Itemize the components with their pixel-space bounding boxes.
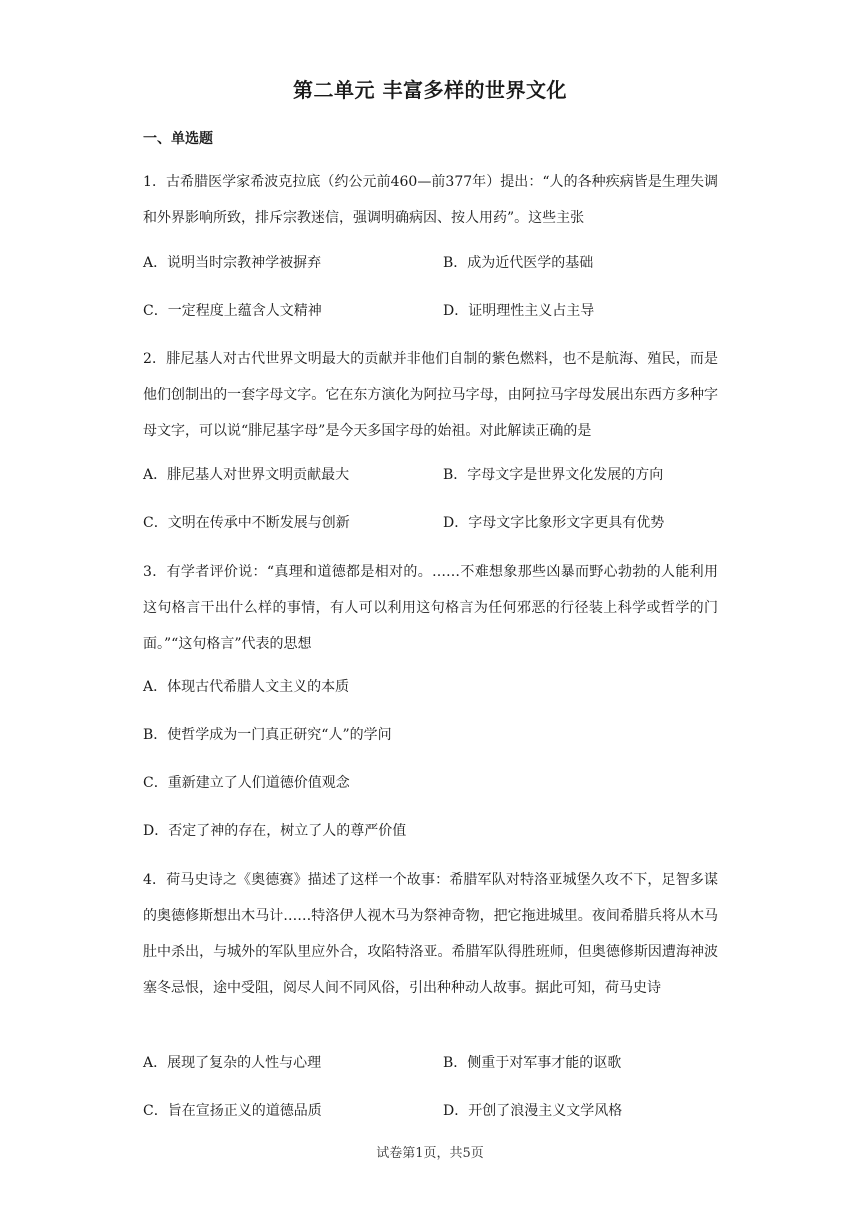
page-footer: 试卷第1页，共5页 <box>376 1146 484 1161</box>
question-4-option-b[interactable]: B．侧重于对军事才能的讴歌 <box>443 1055 622 1071</box>
question-4-option-c[interactable]: C．旨在宣扬正义的道德品质 <box>143 1103 322 1119</box>
question-2-option-a[interactable]: A．腓尼基人对世界文明贡献最大 <box>143 467 350 483</box>
question-2-option-d[interactable]: D．字母文字比象形文字更具有优势 <box>443 515 665 531</box>
question-2-stem: 2．腓尼基人对古代世界文明最大的贡献并非他们自制的紫色燃料，也不是航海、殖民，而是他们创制出的一套字母文字。它在东方演化为阿拉马字母，由阿拉马字母发展出东西方多种字母文字，可以说“腓尼基字母”是今天多国字母的始祖。对此解读正确的是 <box>143 351 718 439</box>
question-4-stem: 4．荷马史诗之《奥德赛》描述了这样一个故事：希腊军队对特洛亚城堡久攻不下，足智多谋的奥德修斯想出木马计……特洛伊人视木马为祭神奇物，把它拖进城里。夜间希腊兵将从木马肚中杀出，与城外的军队里应外合，攻陷特洛亚。希腊军队得胜班师，但奥德修斯因遭海神波塞冬忌恨，途中受阻，阅尽人间不同风俗，引出种种动人故事。据此可知，荷马史诗 <box>143 872 718 996</box>
question-1-stem: 1．古希腊医学家希波克拉底（约公元前460—前377年）提出：“人的各种疾病皆是生理失调和外界影响所致，排斥宗教迷信，强调明确病因、按人用药”。这些主张 <box>143 174 718 226</box>
page-title: 第二单元 丰富多样的世界文化 <box>293 78 567 102</box>
question-3-option-d[interactable]: D．否定了神的存在，树立了人的尊严价值 <box>143 823 407 839</box>
question-3-stem: 3．有学者评价说：“真理和道德都是相对的。……不难想象那些凶暴而野心勃勃的人能利用这句格言干出什么样的事情，有人可以利用这句格言为任何邪恶的行径装上科学或哲学的门面。”“这句格言”代表的思想 <box>143 564 718 652</box>
question-3-option-c[interactable]: C．重新建立了人们道德价值观念 <box>143 775 350 791</box>
question-1-option-a[interactable]: A．说明当时宗教神学被摒弃 <box>143 255 322 271</box>
question-3-option-b[interactable]: B．使哲学成为一门真正研究“人”的学问 <box>143 727 392 743</box>
question-1-option-b[interactable]: B．成为近代医学的基础 <box>443 255 594 271</box>
question-4-option-d[interactable]: D．开创了浪漫主义文学风格 <box>443 1103 623 1119</box>
question-2-option-b[interactable]: B．字母文字是世界文化发展的方向 <box>443 467 664 483</box>
question-1-option-c[interactable]: C．一定程度上蕴含人文精神 <box>143 303 322 319</box>
question-4-option-a[interactable]: A．展现了复杂的人性与心理 <box>143 1055 322 1071</box>
question-2-option-c[interactable]: C．文明在传承中不断发展与创新 <box>143 515 350 531</box>
question-3-option-a[interactable]: A．体现古代希腊人文主义的本质 <box>143 679 350 695</box>
question-1-option-d[interactable]: D．证明理性主义占主导 <box>443 303 595 319</box>
section-heading: 一、单选题 <box>143 131 213 147</box>
